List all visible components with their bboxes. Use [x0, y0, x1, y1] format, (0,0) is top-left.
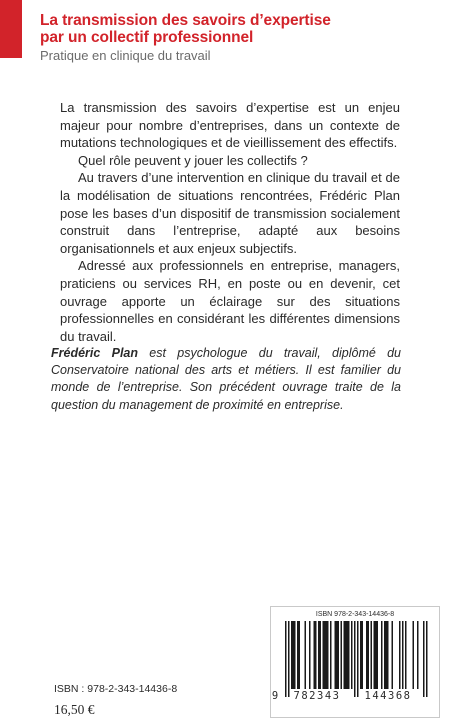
book-subtitle: Pratique en clinique du travail	[40, 48, 211, 63]
blurb-paragraph: La transmission des savoirs d’expertise est un enjeu majeur pour nombre d’entreprises, dans un contexte de mutations technologiques et de vieillissement des effectifs.	[60, 100, 400, 151]
book-title-line-2: par un collectif professionnel	[40, 29, 254, 46]
price-text: 16,50 €	[54, 702, 95, 717]
barcode-guard-bar	[285, 621, 287, 697]
barcode-guard-bar	[354, 621, 356, 697]
barcode-bar	[360, 621, 363, 689]
author-bio-text: est psychologue du travail, diplômé du Conservatoire national des arts et métiers. Il est familier du monde de l’entreprise. Son précédent ouvrage traite de la question du management de proximité en entreprise.	[51, 346, 401, 412]
barcode-bar	[351, 621, 353, 689]
barcode-bar	[297, 621, 300, 689]
barcode-bar	[330, 621, 332, 689]
barcode-bar	[341, 621, 343, 689]
barcode-bar	[323, 621, 329, 689]
author-name: Frédéric Plan	[51, 346, 139, 360]
barcode-digits-right: 144368	[364, 690, 412, 702]
barcode-bar	[335, 621, 340, 689]
book-title	[40, 12, 440, 46]
barcode-panel	[270, 606, 440, 718]
barcode-bar	[314, 621, 317, 689]
barcode-bar	[374, 621, 379, 689]
back-cover-blurb	[60, 99, 400, 345]
book-title-line-1: La transmission des savoirs d’expertise	[40, 12, 331, 29]
barcode-bar	[402, 621, 404, 689]
isbn-text: ISBN : 978-2-343-14436-8	[54, 683, 178, 695]
barcode-bar	[413, 621, 415, 689]
barcode-bar	[399, 621, 401, 689]
barcode-bar	[405, 621, 407, 689]
barcode-guard-bar	[426, 621, 428, 697]
barcode-digits-left: 782343	[293, 690, 341, 702]
barcode-guard-bar	[288, 621, 290, 697]
barcode-bar	[366, 621, 369, 689]
barcode-bar	[392, 621, 394, 689]
blurb-paragraph: Au travers d’une intervention en clinique du travail et de la modélisation de situations rencontrées, Frédéric Plan pose les bases d’un dispositif de transmission socialement construit dans l’entreprise, adapté aux besoins organisationnels et aux enjeux subjectifs.	[60, 170, 400, 256]
barcode-bar	[309, 621, 311, 689]
barcode-digit-first: 9	[271, 690, 279, 702]
blurb-paragraph: Quel rôle peuvent y jouer les collectifs ?	[78, 152, 308, 168]
barcode-bar	[291, 621, 296, 689]
barcode-bar	[384, 621, 389, 689]
barcode-guard-bar	[423, 621, 425, 697]
author-bio	[51, 345, 401, 414]
red-accent-bar	[0, 0, 22, 58]
barcode-isbn-label: ISBN 978-2-343-14436-8	[315, 611, 395, 618]
barcode-bar	[318, 621, 321, 689]
barcode-bar	[417, 621, 419, 689]
blurb-paragraph: Adressé aux professionnels en entreprise, managers, praticiens ou services RH, en poste ou en devenir, cet ouvrage apporte un éclairage sur des situations professionnelles en considérant les différentes dimensions du travail.	[60, 258, 400, 344]
barcode-bar	[371, 621, 373, 689]
barcode-bar	[305, 621, 307, 689]
barcode-guard-bar	[357, 621, 359, 697]
barcode-bar	[344, 621, 350, 689]
barcode-bar	[381, 621, 383, 689]
